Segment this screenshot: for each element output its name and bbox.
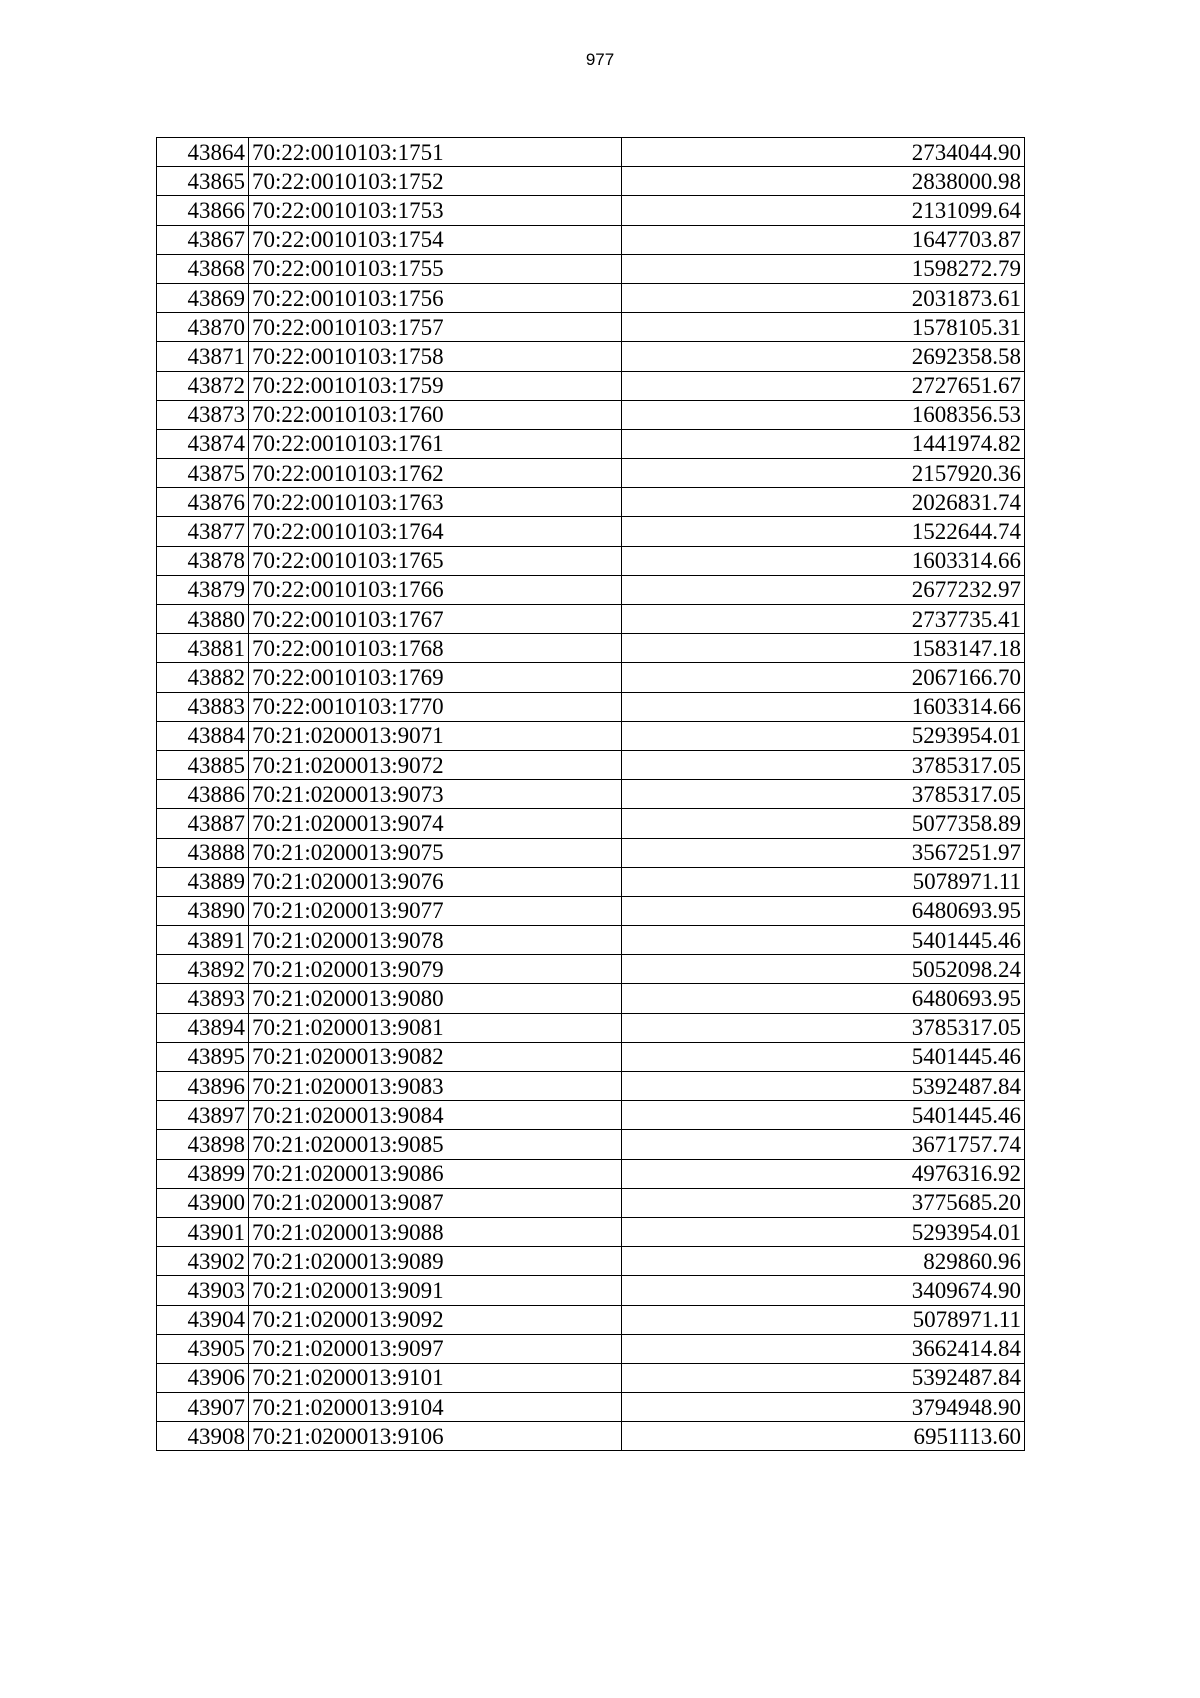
cadastral-value-cell: 2157920.36 — [622, 459, 1025, 488]
cadastral-number-cell: 70:21:0200013:9088 — [249, 1217, 622, 1246]
cadastral-number-cell: 70:21:0200013:9079 — [249, 955, 622, 984]
cadastral-number-cell: 70:21:0200013:9073 — [249, 780, 622, 809]
row-number-cell: 43883 — [157, 692, 249, 721]
row-number-cell: 43900 — [157, 1188, 249, 1217]
table-row — [157, 196, 1025, 225]
cadastral-number-cell: 70:22:0010103:1755 — [249, 254, 622, 283]
cadastral-number-cell: 70:22:0010103:1760 — [249, 400, 622, 429]
row-number-cell: 43887 — [157, 809, 249, 838]
page-number: 977 — [585, 50, 615, 69]
cadastral-value-cell: 2734044.90 — [622, 138, 1025, 167]
row-number-cell: 43896 — [157, 1072, 249, 1101]
cadastral-number-cell: 70:22:0010103:1765 — [249, 546, 622, 575]
cadastral-number-cell: 70:21:0200013:9106 — [249, 1422, 622, 1451]
table-body — [157, 138, 1025, 1451]
cadastral-number-cell: 70:22:0010103:1753 — [249, 196, 622, 225]
cadastral-value-cell: 3775685.20 — [622, 1188, 1025, 1217]
cadastral-value-cell: 3785317.05 — [622, 750, 1025, 779]
cadastral-value-cell: 1603314.66 — [622, 692, 1025, 721]
cadastral-number-cell: 70:22:0010103:1762 — [249, 459, 622, 488]
cadastral-number-cell: 70:22:0010103:1763 — [249, 488, 622, 517]
table-row — [157, 1159, 1025, 1188]
cadastral-number-cell: 70:21:0200013:9087 — [249, 1188, 622, 1217]
cadastral-number-cell: 70:21:0200013:9081 — [249, 1013, 622, 1042]
table-row — [157, 634, 1025, 663]
cadastral-number-cell: 70:22:0010103:1752 — [249, 167, 622, 196]
table-row — [157, 809, 1025, 838]
row-number-cell: 43907 — [157, 1393, 249, 1422]
cadastral-number-cell: 70:21:0200013:9072 — [249, 750, 622, 779]
cadastral-value-cell: 2067166.70 — [622, 663, 1025, 692]
row-number-cell: 43885 — [157, 750, 249, 779]
cadastral-value-cell: 3794948.90 — [622, 1393, 1025, 1422]
row-number-cell: 43869 — [157, 283, 249, 312]
cadastral-number-cell: 70:22:0010103:1769 — [249, 663, 622, 692]
row-number-cell: 43894 — [157, 1013, 249, 1042]
cadastral-number-cell: 70:22:0010103:1754 — [249, 225, 622, 254]
cadastral-value-cell: 1603314.66 — [622, 546, 1025, 575]
row-number-cell: 43886 — [157, 780, 249, 809]
table-row — [157, 517, 1025, 546]
cadastral-value-cell: 1441974.82 — [622, 429, 1025, 458]
table-row — [157, 750, 1025, 779]
table-row — [157, 721, 1025, 750]
row-number-cell: 43899 — [157, 1159, 249, 1188]
table-row — [157, 1334, 1025, 1363]
table-row — [157, 400, 1025, 429]
row-number-cell: 43895 — [157, 1042, 249, 1071]
row-number-cell: 43866 — [157, 196, 249, 225]
cadastral-value-cell: 6951113.60 — [622, 1422, 1025, 1451]
table-row — [157, 867, 1025, 896]
row-number-cell: 43903 — [157, 1276, 249, 1305]
row-number-cell: 43873 — [157, 400, 249, 429]
row-number-cell: 43877 — [157, 517, 249, 546]
cadastral-value-cell: 2677232.97 — [622, 575, 1025, 604]
cadastral-value-cell: 829860.96 — [622, 1247, 1025, 1276]
cadastral-number-cell: 70:21:0200013:9076 — [249, 867, 622, 896]
table-row — [157, 692, 1025, 721]
table-row — [157, 1013, 1025, 1042]
row-number-cell: 43890 — [157, 896, 249, 925]
row-number-cell: 43872 — [157, 371, 249, 400]
cadastral-value-cell: 5078971.11 — [622, 1305, 1025, 1334]
row-number-cell: 43897 — [157, 1101, 249, 1130]
row-number-cell: 43864 — [157, 138, 249, 167]
table-row — [157, 1101, 1025, 1130]
row-number-cell: 43893 — [157, 984, 249, 1013]
cadastral-value-cell: 5077358.89 — [622, 809, 1025, 838]
table-row — [157, 838, 1025, 867]
table-row — [157, 429, 1025, 458]
row-number-cell: 43871 — [157, 342, 249, 371]
row-number-cell: 43908 — [157, 1422, 249, 1451]
row-number-cell: 43906 — [157, 1363, 249, 1392]
row-number-cell: 43876 — [157, 488, 249, 517]
table-row — [157, 896, 1025, 925]
table-row — [157, 459, 1025, 488]
cadastral-number-cell: 70:21:0200013:9082 — [249, 1042, 622, 1071]
cadastral-number-cell: 70:21:0200013:9085 — [249, 1130, 622, 1159]
table-row — [157, 488, 1025, 517]
cadastral-value-cell: 6480693.95 — [622, 896, 1025, 925]
cadastral-value-cell: 1583147.18 — [622, 634, 1025, 663]
cadastral-number-cell: 70:22:0010103:1756 — [249, 283, 622, 312]
cadastral-value-cell: 5401445.46 — [622, 926, 1025, 955]
cadastral-value-cell: 2031873.61 — [622, 283, 1025, 312]
cadastral-value-cell: 5392487.84 — [622, 1072, 1025, 1101]
row-number-cell: 43878 — [157, 546, 249, 575]
row-number-cell: 43888 — [157, 838, 249, 867]
cadastral-value-cell: 5078971.11 — [622, 867, 1025, 896]
cadastral-number-cell: 70:21:0200013:9078 — [249, 926, 622, 955]
cadastral-number-cell: 70:22:0010103:1764 — [249, 517, 622, 546]
cadastral-value-cell: 3785317.05 — [622, 1013, 1025, 1042]
table-row — [157, 926, 1025, 955]
row-number-cell: 43904 — [157, 1305, 249, 1334]
cadastral-number-cell: 70:21:0200013:9084 — [249, 1101, 622, 1130]
cadastral-value-cell: 1598272.79 — [622, 254, 1025, 283]
cadastral-number-cell: 70:21:0200013:9086 — [249, 1159, 622, 1188]
cadastral-value-cell: 2737735.41 — [622, 605, 1025, 634]
row-number-cell: 43875 — [157, 459, 249, 488]
table-row — [157, 371, 1025, 400]
row-number-cell: 43870 — [157, 313, 249, 342]
table-row — [157, 1042, 1025, 1071]
cadastral-number-cell: 70:21:0200013:9083 — [249, 1072, 622, 1101]
table-row — [157, 984, 1025, 1013]
table-row — [157, 1217, 1025, 1246]
table-row — [157, 1363, 1025, 1392]
table-row — [157, 1276, 1025, 1305]
row-number-cell: 43867 — [157, 225, 249, 254]
cadastral-value-cell: 5052098.24 — [622, 955, 1025, 984]
cadastral-number-cell: 70:21:0200013:9080 — [249, 984, 622, 1013]
row-number-cell: 43901 — [157, 1217, 249, 1246]
cadastral-value-cell: 1608356.53 — [622, 400, 1025, 429]
table-row — [157, 605, 1025, 634]
row-number-cell: 43880 — [157, 605, 249, 634]
table-row — [157, 1130, 1025, 1159]
row-number-cell: 43868 — [157, 254, 249, 283]
cadastral-number-cell: 70:22:0010103:1770 — [249, 692, 622, 721]
cadastral-value-cell: 3671757.74 — [622, 1130, 1025, 1159]
cadastral-value-cell: 2026831.74 — [622, 488, 1025, 517]
cadastral-number-cell: 70:21:0200013:9101 — [249, 1363, 622, 1392]
cadastral-value-cell: 5293954.01 — [622, 721, 1025, 750]
cadastral-number-cell: 70:22:0010103:1757 — [249, 313, 622, 342]
cadastral-value-cell: 2131099.64 — [622, 196, 1025, 225]
cadastral-number-cell: 70:22:0010103:1751 — [249, 138, 622, 167]
row-number-cell: 43874 — [157, 429, 249, 458]
table-row — [157, 1393, 1025, 1422]
table-row — [157, 283, 1025, 312]
table-row — [157, 955, 1025, 984]
cadastral-number-cell: 70:21:0200013:9074 — [249, 809, 622, 838]
cadastral-number-cell: 70:21:0200013:9104 — [249, 1393, 622, 1422]
cadastral-number-cell: 70:22:0010103:1768 — [249, 634, 622, 663]
table-row — [157, 1305, 1025, 1334]
table-row — [157, 167, 1025, 196]
cadastral-number-cell: 70:21:0200013:9092 — [249, 1305, 622, 1334]
cadastral-value-cell: 3567251.97 — [622, 838, 1025, 867]
cadastral-number-cell: 70:22:0010103:1761 — [249, 429, 622, 458]
cadastral-number-cell: 70:22:0010103:1759 — [249, 371, 622, 400]
row-number-cell: 43898 — [157, 1130, 249, 1159]
cadastral-value-table — [156, 137, 1025, 1451]
cadastral-number-cell: 70:22:0010103:1767 — [249, 605, 622, 634]
table-row — [157, 1422, 1025, 1451]
table-row — [157, 546, 1025, 575]
table-row — [157, 254, 1025, 283]
cadastral-value-cell: 6480693.95 — [622, 984, 1025, 1013]
cadastral-value-cell: 3785317.05 — [622, 780, 1025, 809]
cadastral-value-cell: 1578105.31 — [622, 313, 1025, 342]
table-row — [157, 663, 1025, 692]
cadastral-number-cell: 70:22:0010103:1758 — [249, 342, 622, 371]
cadastral-value-cell: 5401445.46 — [622, 1042, 1025, 1071]
row-number-cell: 43892 — [157, 955, 249, 984]
cadastral-value-cell: 3662414.84 — [622, 1334, 1025, 1363]
cadastral-value-cell: 2838000.98 — [622, 167, 1025, 196]
cadastral-number-cell: 70:21:0200013:9089 — [249, 1247, 622, 1276]
cadastral-number-cell: 70:21:0200013:9075 — [249, 838, 622, 867]
cadastral-value-cell: 1522644.74 — [622, 517, 1025, 546]
row-number-cell: 43905 — [157, 1334, 249, 1363]
cadastral-value-cell: 5293954.01 — [622, 1217, 1025, 1246]
row-number-cell: 43889 — [157, 867, 249, 896]
cadastral-value-cell: 2692358.58 — [622, 342, 1025, 371]
cadastral-value-cell: 3409674.90 — [622, 1276, 1025, 1305]
cadastral-number-cell: 70:21:0200013:9071 — [249, 721, 622, 750]
cadastral-value-cell: 5401445.46 — [622, 1101, 1025, 1130]
table-row — [157, 342, 1025, 371]
row-number-cell: 43879 — [157, 575, 249, 604]
cadastral-value-cell: 4976316.92 — [622, 1159, 1025, 1188]
row-number-cell: 43882 — [157, 663, 249, 692]
cadastral-number-cell: 70:21:0200013:9091 — [249, 1276, 622, 1305]
row-number-cell: 43902 — [157, 1247, 249, 1276]
cadastral-number-cell: 70:22:0010103:1766 — [249, 575, 622, 604]
table-row — [157, 138, 1025, 167]
table-row — [157, 1072, 1025, 1101]
cadastral-number-cell: 70:21:0200013:9077 — [249, 896, 622, 925]
table-row — [157, 575, 1025, 604]
cadastral-value-cell: 1647703.87 — [622, 225, 1025, 254]
table-row — [157, 225, 1025, 254]
cadastral-number-cell: 70:21:0200013:9097 — [249, 1334, 622, 1363]
row-number-cell: 43865 — [157, 167, 249, 196]
cadastral-value-cell: 5392487.84 — [622, 1363, 1025, 1392]
table-row — [157, 313, 1025, 342]
table-row — [157, 1247, 1025, 1276]
table-row — [157, 780, 1025, 809]
row-number-cell: 43884 — [157, 721, 249, 750]
row-number-cell: 43891 — [157, 926, 249, 955]
row-number-cell: 43881 — [157, 634, 249, 663]
cadastral-value-cell: 2727651.67 — [622, 371, 1025, 400]
table-row — [157, 1188, 1025, 1217]
